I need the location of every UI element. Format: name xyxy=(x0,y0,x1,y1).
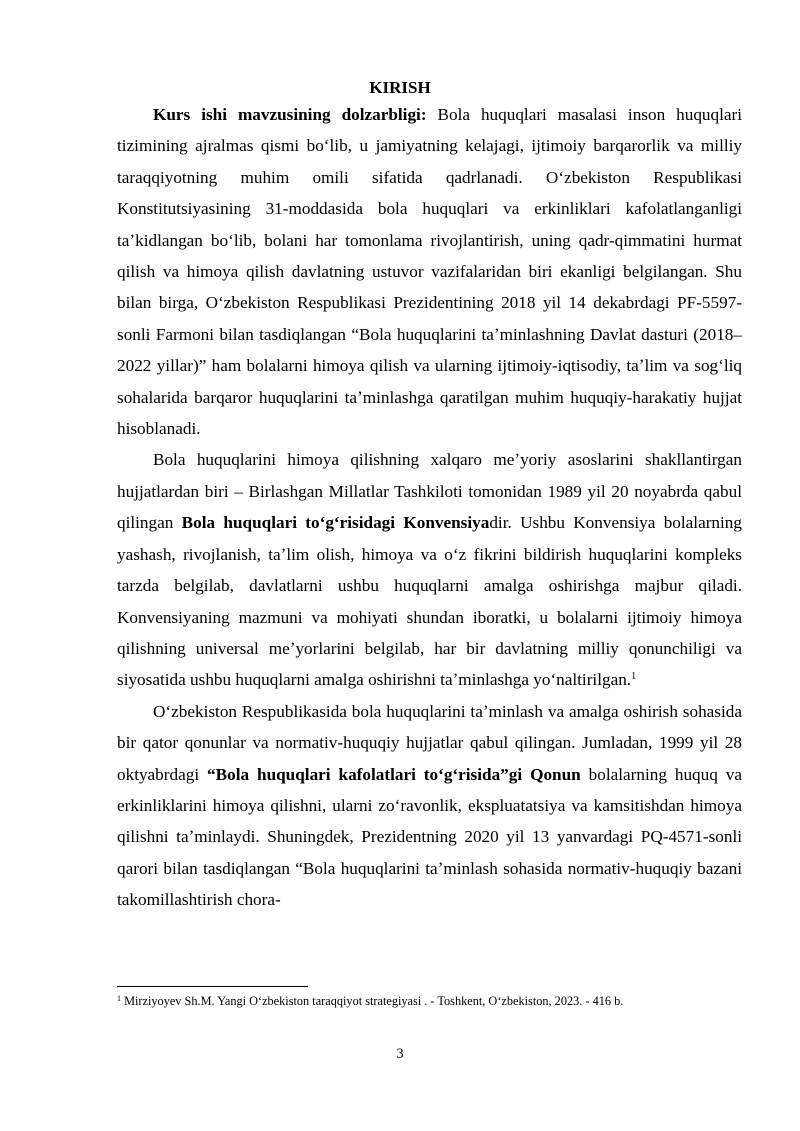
paragraph-3 xyxy=(117,696,742,916)
paragraph-2-after: dir. Ushbu Konvensiya bolalarning yashash, rivojlanish, taʼlim olish, himoya va oʻz fikrini bildirish huquqlarini kompleks tarzda belgilab, davlatlarni ushbu huquqlarni amalga oshirishga majbur qiladi. Konvensiyaning mazmuni va mohiyati shundan iboratki, u bolalarni ijtimoiy himoya qilishning universal meʼyorlarini belgilab, har bir davlatning milliy qonunchiligi va siyosatida ushbu huquqlarni amalga oshirishni taʼminlashga yoʻnaltirilgan. xyxy=(117,513,742,690)
footnote-reference[interactable]: 1 xyxy=(631,671,637,683)
paragraph-2-bold: Bola huquqlari toʻgʻrisidagi Konvensiya xyxy=(181,513,490,533)
paragraph-1 xyxy=(117,99,742,444)
paragraph-3-after: bolalarning huquq va erkinliklarini himoya qilishni, ularni zoʻravonlik, ekspluatatsiya va kamsitishdan himoya qilishni taʼminlaydi. Shuningdek, Prezidentning 2020 yil 13 yanvardagi PQ-4571-sonli qarori bilan tasdiqlangan “Bola huquqlarini taʼminlash sohasida normativ-huquqiy bazani takomillashtirish chora- xyxy=(117,764,743,910)
paragraph-1-text: Bola huquqlari masalasi inson huquqlari tizimining ajralmas qismi boʻlib, u jamiyatning kelajagi, ijtimoiy barqarorlik va milliy taraqqiyotning muhim omili sifatida qadrlanadi. Oʻzbekiston Respublikasi Konstitutsiyasining 31-moddasida bola huquqlari va erkinliklari kafolatlanganligi taʼkidlangan boʻlib, bolani har tomonlama rivojlantirish, uning qadr-qimmatini hurmat qilish va himoya qilish davlatning ustuvor vazifalaridan biri ekanligi belgilangan. Shu bilan birga, Oʻzbekiston Respublikasi Prezidentining 2018 yil 14 dekabrdagi PF-5597-sonli Farmoni bilan tasdiqlangan “Bola huquqlarini taʼminlashning Davlat dasturi (2018–2022 yillar)” ham bolalarni himoya qilish va ularning ijtimoiy-iqtisodiy, taʼlim va sogʻliq sohalarida barqaror huquqlarini taʼminlashga qaratilgan muhim huquqiy-harakatiy hujjat hisoblanadi. xyxy=(117,105,742,439)
paragraph-2-before: Bola huquqlarini himoya qilishning xalqaro meʼyoriy asoslarini shakllantirgan hujjatlardan biri – Birlashgan Millatlar Tashkiloti tomonidan 1989 yil 20 noyabrda qabul qilingan xyxy=(117,450,742,533)
paragraph-3-before: Oʻzbekiston Respublikasida bola huquqlarini taʼminlash va amalga oshirish sohasida bir qator qonunlar va normativ-huquqiy hujjatlar qabul qilingan. Jumladan, 1999 yil 28 oktyabrdagi xyxy=(117,701,742,784)
footnote-number: 1 xyxy=(117,994,121,1003)
page-number: 3 xyxy=(396,1046,404,1062)
footnote-text: Mirziyoyev Sh.M. Yangi Oʻzbekiston taraqqiyot strategiyasi . - Toshkent, Oʻzbekiston, 2023. - 416 b. xyxy=(121,994,624,1008)
paragraph-1-lead: Kurs ishi mavzusining dolzarbligi: xyxy=(153,105,427,124)
body-text xyxy=(117,99,742,916)
footnote xyxy=(117,994,742,1009)
paragraph-2 xyxy=(117,444,742,695)
section-heading: KIRISH xyxy=(369,78,431,97)
paragraph-3-bold: “Bola huquqlari kafolatlari toʻgʻrisida”gi Qonun xyxy=(207,764,581,784)
footnote-separator xyxy=(117,986,308,987)
